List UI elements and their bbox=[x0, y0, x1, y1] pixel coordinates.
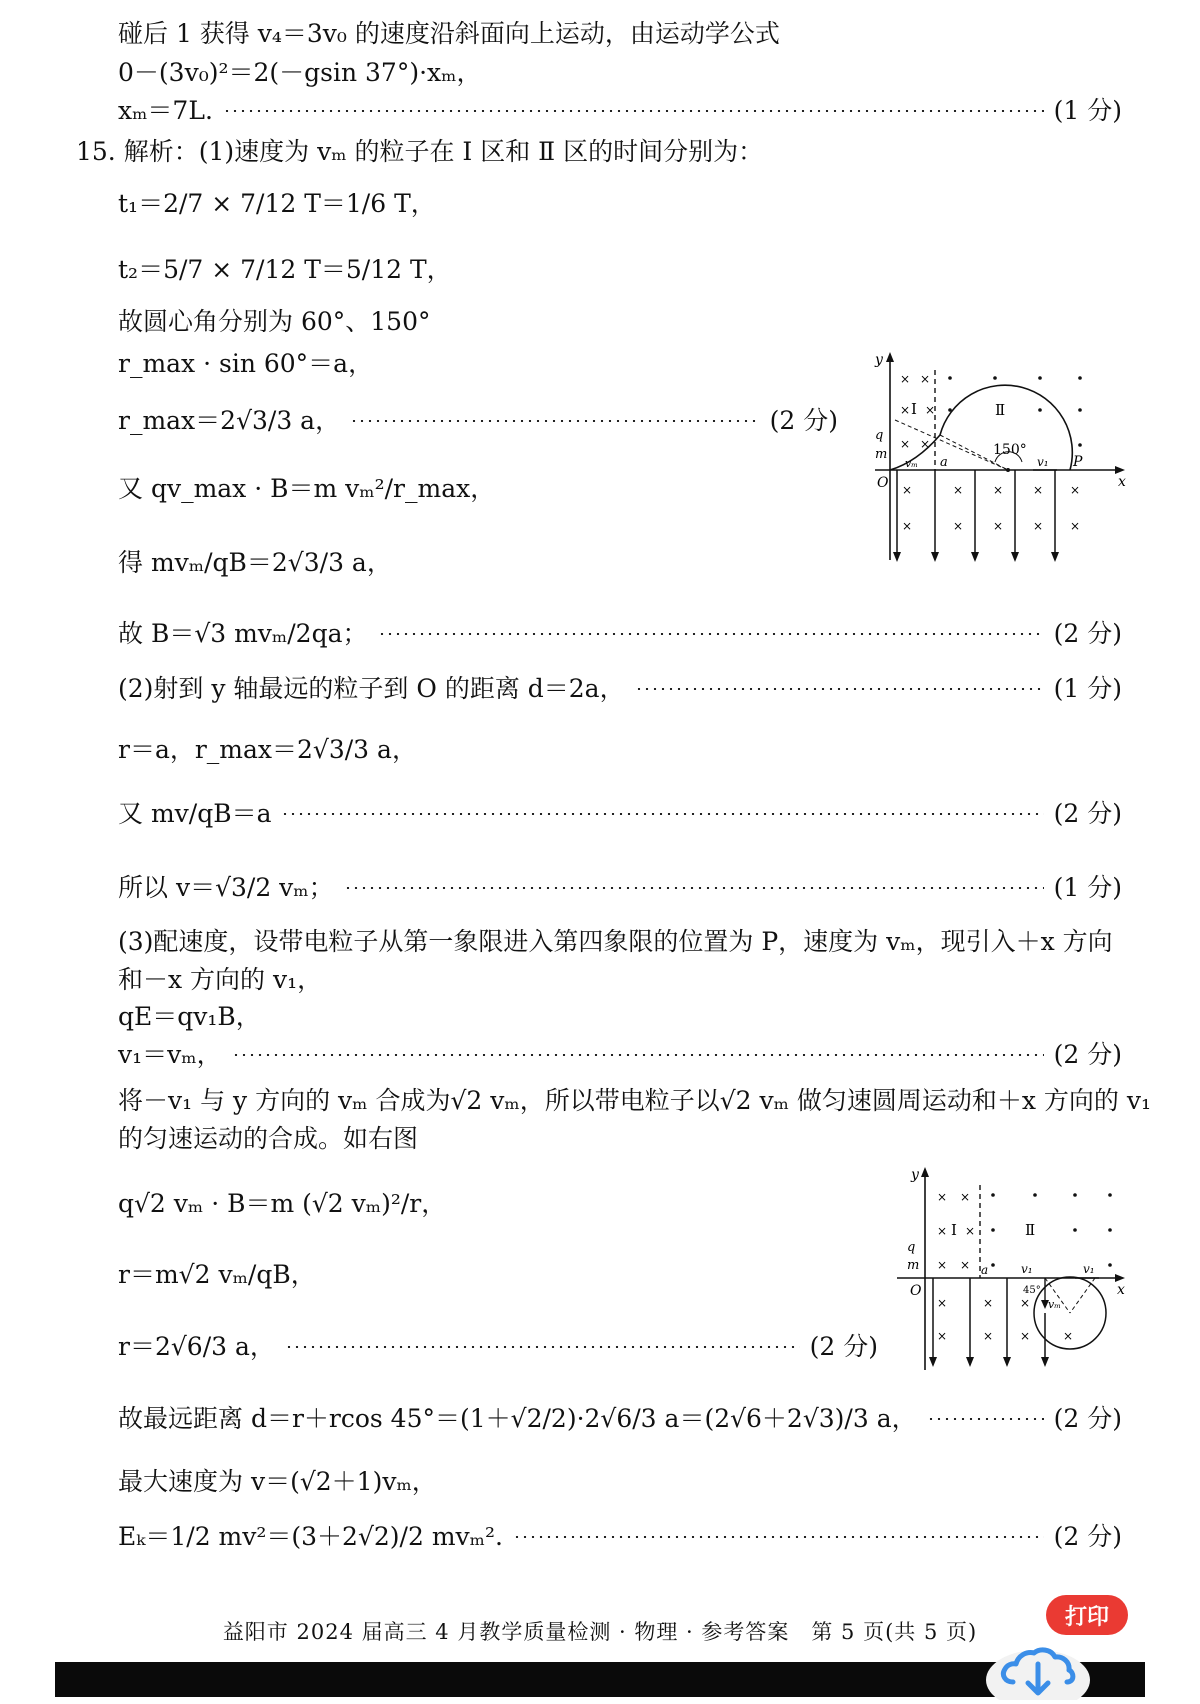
field-cross: × bbox=[1020, 1296, 1031, 1310]
leader-dots bbox=[281, 813, 1043, 815]
field-cross: × bbox=[937, 1329, 948, 1343]
mass-label: m bbox=[907, 1258, 920, 1273]
score-label: (2 分) bbox=[1053, 1404, 1122, 1433]
page-footer: 益阳市 2024 届高三 4 月教学质量检测 · 物理 · 参考答案 第 5 页(共 5 页) bbox=[222, 1620, 978, 1644]
scored-line bbox=[118, 1038, 1122, 1072]
field-arrow-head bbox=[971, 552, 979, 562]
leader-dots bbox=[378, 633, 1044, 635]
field-arrow-head bbox=[966, 1357, 974, 1367]
text-line bbox=[118, 1122, 1122, 1156]
field-cross: × bbox=[900, 437, 911, 451]
region-2-label: Ⅱ bbox=[995, 401, 1006, 419]
score-label: (1 分) bbox=[1053, 873, 1122, 902]
text-line bbox=[118, 253, 1122, 287]
region-1-label: Ⅰ bbox=[911, 400, 917, 418]
field-cross: × bbox=[1033, 519, 1044, 533]
question-heading bbox=[76, 135, 1122, 169]
line-text: t₁＝2/7 × 7/12 T＝1/6 T， bbox=[118, 189, 436, 218]
line-text: 又 qv_max · B＝m vₘ²/r_max， bbox=[118, 474, 496, 503]
field-arrow-head bbox=[1003, 1357, 1011, 1367]
velocity-label: vₘ bbox=[1048, 1298, 1061, 1311]
region-1-label: Ⅰ bbox=[951, 1221, 957, 1239]
field-arrow-head bbox=[929, 1357, 937, 1367]
field-dot bbox=[991, 1193, 995, 1197]
leader-dots bbox=[223, 110, 1044, 112]
score-label: (2 分) bbox=[1053, 619, 1122, 648]
v1-label: v₁ bbox=[1021, 1262, 1033, 1276]
field-dot bbox=[1038, 376, 1042, 380]
origin-label: O bbox=[910, 1283, 922, 1299]
line-text: 15. 解析：(1)速度为 vₘ 的粒子在 Ⅰ 区和 Ⅱ 区的时间分别为： bbox=[76, 137, 764, 166]
distance-a-label: a bbox=[940, 455, 948, 470]
text-line bbox=[118, 187, 1122, 221]
scored-line bbox=[118, 617, 1122, 651]
field-cross: × bbox=[953, 519, 964, 533]
field-cross: × bbox=[1070, 519, 1081, 533]
scored-line bbox=[118, 1330, 878, 1364]
text-line bbox=[118, 733, 1122, 767]
line-text: 得 mvₘ/qB＝2√3/3 a， bbox=[118, 548, 392, 577]
leader-dots bbox=[350, 420, 760, 422]
field-diagram-1-svg bbox=[845, 350, 1130, 565]
scored-line bbox=[118, 1520, 1122, 1554]
v1-label: v₁ bbox=[1083, 1262, 1095, 1276]
field-cross: × bbox=[953, 483, 964, 497]
leader-dots bbox=[513, 1536, 1044, 1538]
line-text: r＝2√6/3 a， bbox=[118, 1332, 275, 1361]
x-axis-label: x bbox=[1117, 1282, 1125, 1298]
line-text: 所以 v＝√3/2 vₘ； bbox=[118, 873, 334, 902]
scored-line bbox=[118, 1402, 1122, 1436]
cloud-download-button[interactable] bbox=[983, 1632, 1093, 1700]
line-text: qE＝qv₁B， bbox=[118, 1002, 261, 1031]
text-line bbox=[118, 17, 1122, 51]
field-dot bbox=[1033, 1193, 1037, 1197]
charge-label: q bbox=[875, 428, 884, 443]
leader-dots bbox=[285, 1346, 800, 1348]
angle-label: 150° bbox=[993, 442, 1027, 458]
field-dot bbox=[1073, 1193, 1077, 1197]
field-cross: × bbox=[902, 519, 913, 533]
leader-dots bbox=[344, 887, 1044, 889]
field-diagram-2 bbox=[885, 1165, 1130, 1375]
angle-label: 45° bbox=[1023, 1285, 1041, 1296]
line-text: 又 mv/qB＝a bbox=[118, 799, 272, 828]
score-label: (2 分) bbox=[809, 1332, 878, 1361]
field-cross: × bbox=[983, 1329, 994, 1343]
line-text: q√2 vₘ · B＝m (√2 vₘ)²/r， bbox=[118, 1189, 447, 1218]
y-axis-label: y bbox=[875, 352, 883, 368]
scored-line bbox=[118, 94, 1122, 128]
line-text: r＝a，r_max＝2√3/3 a， bbox=[118, 735, 417, 764]
field-cross: × bbox=[1020, 1329, 1031, 1343]
x-axis-arrow bbox=[1115, 1274, 1125, 1282]
line-text: r＝m√2 vₘ/qB， bbox=[118, 1260, 316, 1289]
scored-line bbox=[118, 672, 1122, 706]
field-dot bbox=[991, 1263, 995, 1267]
score-label: (1 分) bbox=[1053, 674, 1122, 703]
field-cross: × bbox=[900, 372, 911, 386]
field-cross: × bbox=[920, 372, 931, 386]
line-text: (2)射到 y 轴最远的粒子到 O 的距离 d＝2a， bbox=[118, 674, 625, 703]
field-dot bbox=[1073, 1228, 1077, 1232]
line-text: 碰后 1 获得 v₄＝3v₀ 的速度沿斜面向上运动，由运动学公式 bbox=[118, 19, 780, 48]
line-text: 故 B＝√3 mvₘ/2qa； bbox=[118, 619, 368, 648]
scored-line bbox=[118, 404, 838, 438]
line-text: t₂＝5/7 × 7/12 T＝5/12 T， bbox=[118, 255, 452, 284]
score-label: (2 分) bbox=[1053, 1522, 1122, 1551]
mass-label: m bbox=[875, 447, 888, 462]
field-cross: × bbox=[937, 1190, 948, 1204]
line-text: xₘ＝7L. bbox=[118, 96, 213, 125]
field-arrow-head bbox=[1041, 1357, 1049, 1367]
v1-label: v₁ bbox=[1037, 455, 1049, 469]
text-line bbox=[118, 56, 1122, 90]
bottom-toolbar bbox=[55, 1662, 1145, 1697]
charge-label: q bbox=[907, 1240, 916, 1255]
line-text: 和－x 方向的 v₁， bbox=[118, 965, 323, 994]
field-cross: × bbox=[937, 1258, 948, 1272]
field-dot bbox=[1038, 408, 1042, 412]
arc-center bbox=[1006, 468, 1010, 472]
field-cross: × bbox=[937, 1224, 948, 1238]
line-text: 的匀速运动的合成。如右图 bbox=[118, 1124, 419, 1153]
field-cross: × bbox=[1033, 483, 1044, 497]
line-text: v₁＝vₘ， bbox=[118, 1040, 222, 1069]
field-arrow-head bbox=[1051, 552, 1059, 562]
region-2-label: Ⅱ bbox=[1025, 1221, 1036, 1239]
print-button[interactable]: 打印 bbox=[1046, 1595, 1128, 1635]
scored-line bbox=[118, 871, 1122, 905]
field-cross: × bbox=[993, 483, 1004, 497]
distance-a-label: a bbox=[981, 1263, 989, 1277]
field-cross: × bbox=[983, 1296, 994, 1310]
text-line bbox=[118, 305, 1122, 339]
field-diagram-1 bbox=[845, 350, 1130, 565]
field-dot bbox=[1078, 443, 1082, 447]
text-line bbox=[118, 963, 1122, 997]
field-cross: × bbox=[965, 1224, 976, 1238]
text-line bbox=[118, 925, 1122, 959]
field-arrow-head bbox=[931, 552, 939, 562]
field-cross: × bbox=[920, 437, 931, 451]
leader-dots bbox=[635, 688, 1044, 690]
field-diagram-2-svg bbox=[885, 1165, 1130, 1375]
field-cross: × bbox=[960, 1258, 971, 1272]
field-cross: × bbox=[925, 403, 936, 417]
score-label: (2 分) bbox=[1053, 1040, 1122, 1069]
velocity-label: vₘ bbox=[905, 457, 918, 470]
field-dot bbox=[991, 1228, 995, 1232]
x-axis-label: x bbox=[1118, 474, 1126, 490]
line-text: 故最远距离 d＝r＋rcos 45°＝(1＋√2/2)·2√6/3 a＝(2√6＋2√3)/3 a， bbox=[118, 1404, 917, 1433]
line-text: (3)配速度，设带电粒子从第一象限进入第四象限的位置为 P，速度为 vₘ，现引入＋x 方向 bbox=[118, 927, 1113, 956]
field-cross: × bbox=[1070, 483, 1081, 497]
x-axis-arrow bbox=[1115, 466, 1125, 474]
field-cross: × bbox=[902, 483, 913, 497]
line-text: 将－v₁ 与 y 方向的 vₘ 合成为√2 vₘ，所以带电粒子以√2 vₘ 做匀速圆周运动和＋x 方向的 v₁ bbox=[118, 1086, 1152, 1115]
field-dot bbox=[1078, 376, 1082, 380]
line-text: r_max · sin 60°＝a， bbox=[118, 349, 374, 378]
field-dot bbox=[1108, 1193, 1112, 1197]
leader-dots bbox=[927, 1418, 1044, 1420]
line-text: r_max＝2√3/3 a， bbox=[118, 406, 341, 435]
line-text: 故圆心角分别为 60°、150° bbox=[118, 307, 431, 336]
cloud-download-icon bbox=[983, 1632, 1093, 1700]
field-cross: × bbox=[993, 519, 1004, 533]
text-line bbox=[118, 1084, 1152, 1118]
field-cross: × bbox=[960, 1190, 971, 1204]
y-axis-label: y bbox=[911, 1167, 919, 1183]
field-dot bbox=[993, 376, 997, 380]
field-cross: × bbox=[900, 403, 911, 417]
field-cross: × bbox=[1063, 1329, 1074, 1343]
origin-label: O bbox=[877, 475, 889, 491]
score-label: (2 分) bbox=[1053, 799, 1122, 828]
field-arrow-head bbox=[1011, 552, 1019, 562]
text-line bbox=[118, 1465, 1122, 1499]
y-axis-arrow bbox=[921, 1167, 929, 1177]
score-label: (1 分) bbox=[1053, 96, 1122, 125]
point-p-label: P bbox=[1073, 454, 1083, 470]
y-axis-arrow bbox=[886, 352, 894, 362]
score-label: (2 分) bbox=[769, 406, 838, 435]
field-dot bbox=[1108, 1263, 1112, 1267]
line-text: Eₖ＝1/2 mv²＝(3＋2√2)/2 mvₘ². bbox=[118, 1522, 503, 1551]
leader-dots bbox=[232, 1054, 1044, 1056]
field-cross: × bbox=[937, 1296, 948, 1310]
line-text: 最大速度为 v＝(√2＋1)vₘ， bbox=[118, 1467, 437, 1496]
line-text: 0－(3v₀)²＝2(－gsin 37°)·xₘ， bbox=[118, 58, 482, 87]
field-dot bbox=[1108, 1228, 1112, 1232]
scored-line bbox=[118, 797, 1122, 831]
text-line bbox=[118, 1000, 1122, 1034]
field-dot bbox=[948, 376, 952, 380]
field-dot bbox=[1078, 408, 1082, 412]
field-arrow-head bbox=[893, 552, 901, 562]
